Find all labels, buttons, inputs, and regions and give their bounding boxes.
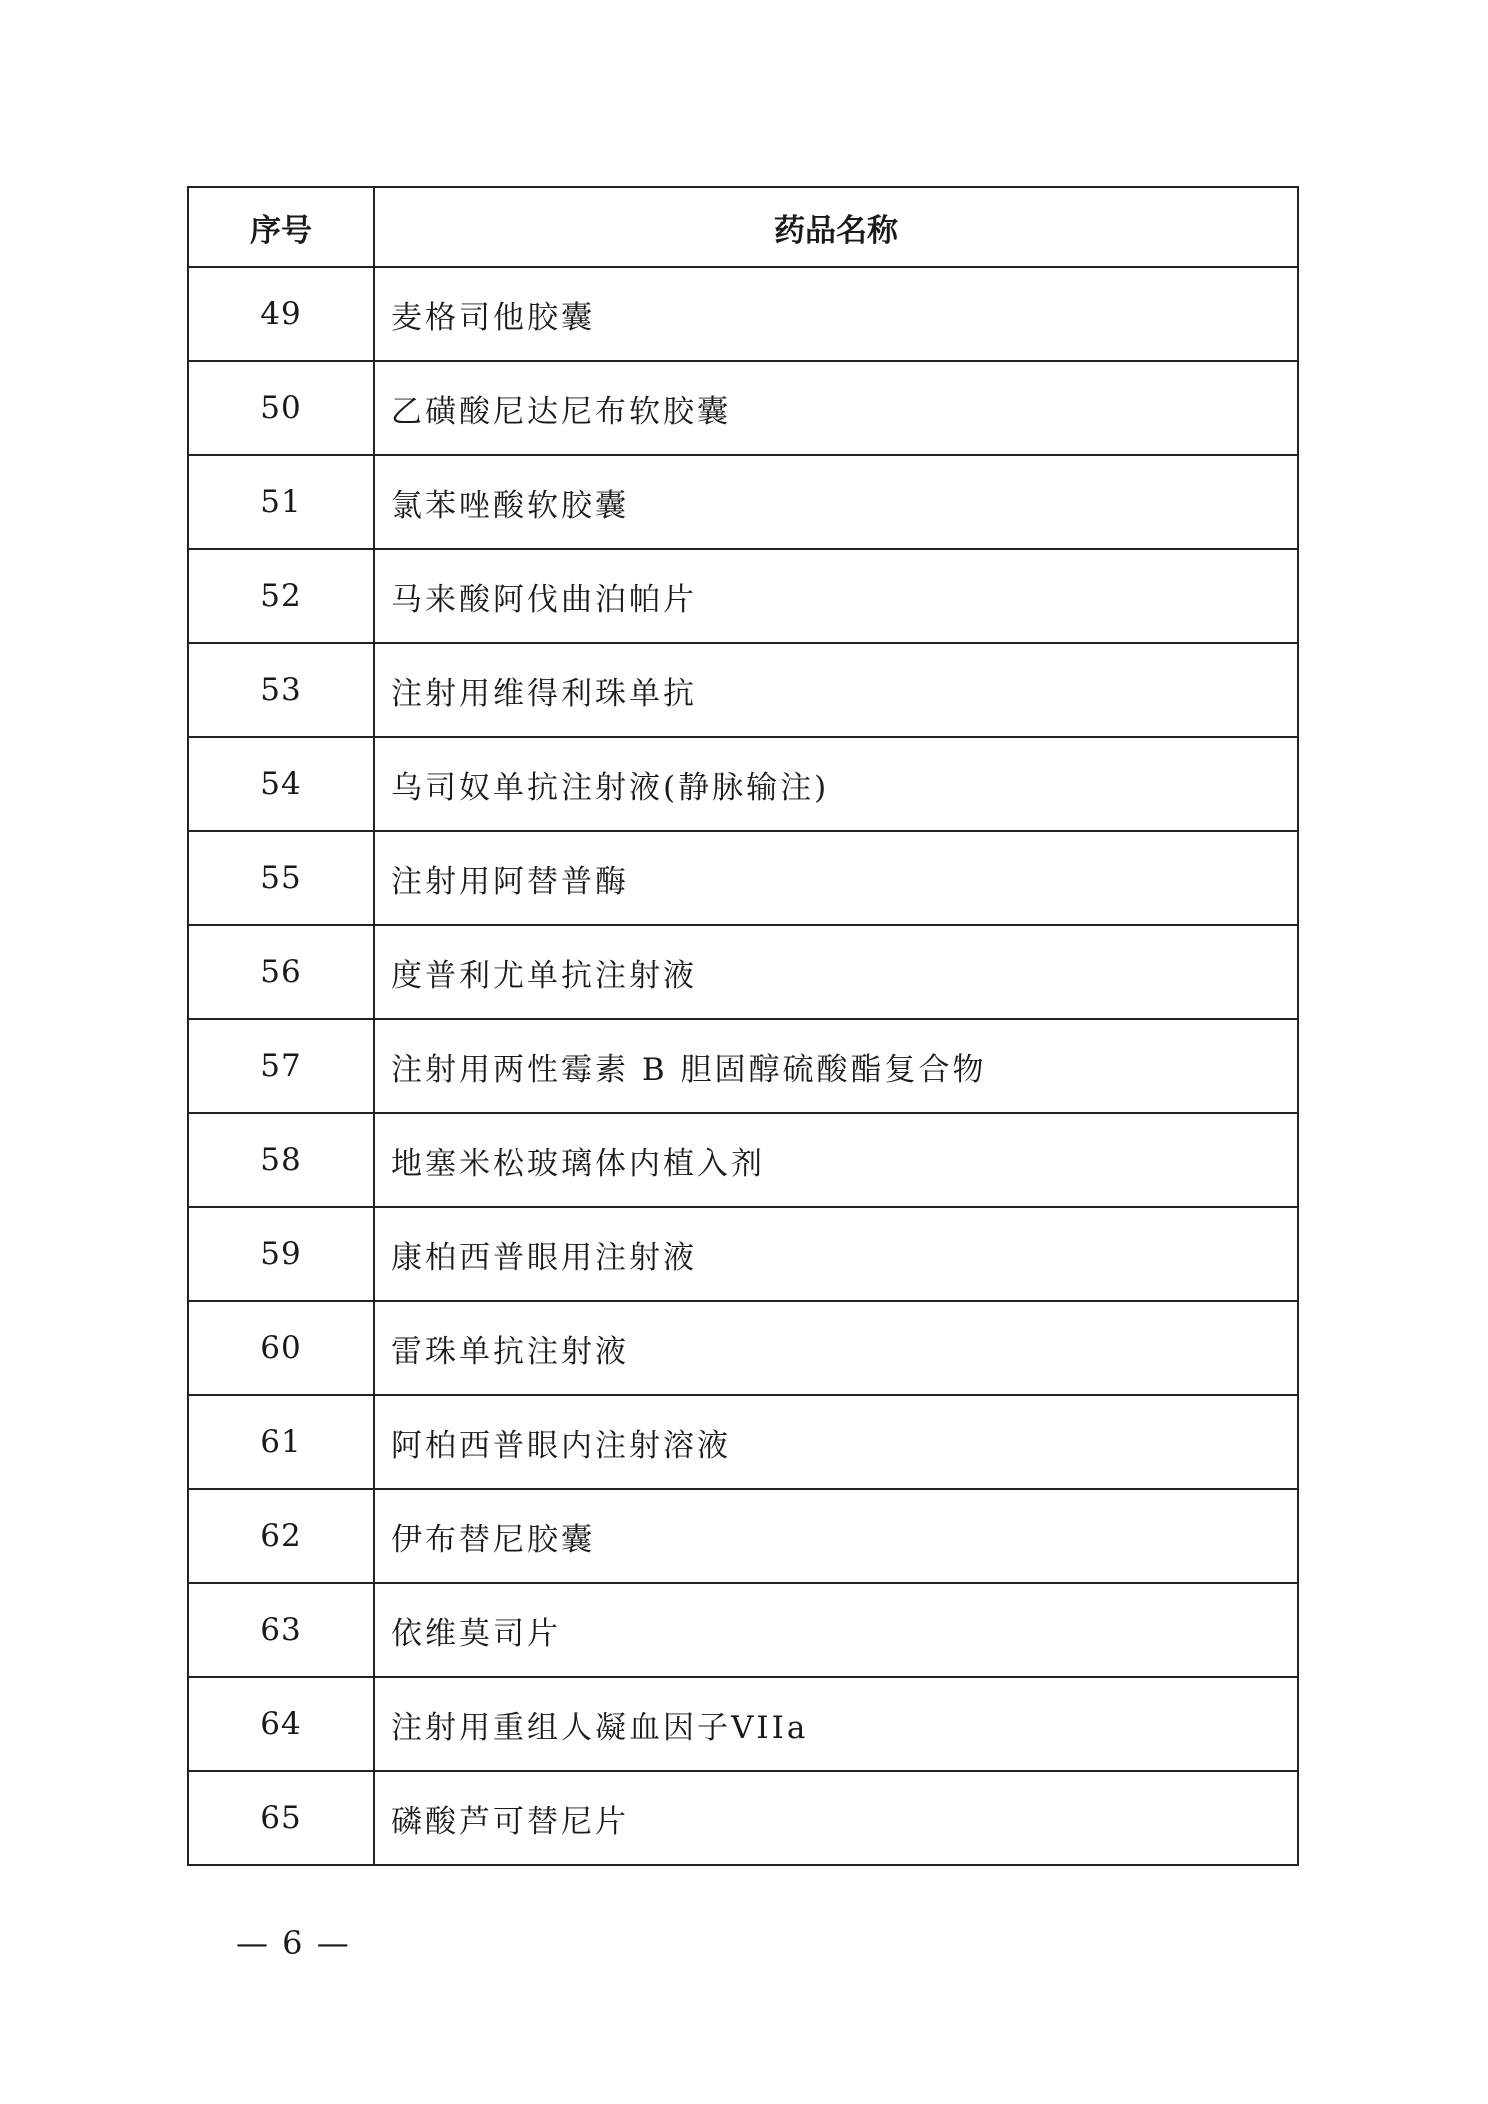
row-drug-name: 阿柏西普眼内注射溶液 — [374, 1395, 1298, 1489]
table-header-row — [188, 187, 1298, 267]
table-row — [188, 1771, 1298, 1865]
row-index: 61 — [188, 1395, 374, 1489]
row-index: 62 — [188, 1489, 374, 1583]
row-index: 58 — [188, 1113, 374, 1207]
row-drug-name: 注射用维得利珠单抗 — [374, 643, 1298, 737]
row-index: 63 — [188, 1583, 374, 1677]
row-index: 52 — [188, 549, 374, 643]
header-index: 序号 — [188, 187, 374, 267]
table-row — [188, 831, 1298, 925]
row-index: 55 — [188, 831, 374, 925]
row-drug-name: 雷珠单抗注射液 — [374, 1301, 1298, 1395]
table-row — [188, 455, 1298, 549]
table-row — [188, 549, 1298, 643]
table-row — [188, 1207, 1298, 1301]
row-drug-name: 马来酸阿伐曲泊帕片 — [374, 549, 1298, 643]
row-index: 59 — [188, 1207, 374, 1301]
row-index: 50 — [188, 361, 374, 455]
row-drug-name: 磷酸芦可替尼片 — [374, 1771, 1298, 1865]
row-index: 49 — [188, 267, 374, 361]
row-index: 60 — [188, 1301, 374, 1395]
header-drug-name: 药品名称 — [374, 187, 1298, 267]
row-drug-name: 伊布替尼胶囊 — [374, 1489, 1298, 1583]
table-row — [188, 1301, 1298, 1395]
row-drug-name: 乙磺酸尼达尼布软胶囊 — [374, 361, 1298, 455]
table-row — [188, 1489, 1298, 1583]
row-drug-name: 度普利尤单抗注射液 — [374, 925, 1298, 1019]
table-row — [188, 925, 1298, 1019]
table-row — [188, 1583, 1298, 1677]
row-index: 53 — [188, 643, 374, 737]
row-drug-name: 康柏西普眼用注射液 — [374, 1207, 1298, 1301]
row-drug-name: 氯苯唑酸软胶囊 — [374, 455, 1298, 549]
table-row — [188, 361, 1298, 455]
row-drug-name: 乌司奴单抗注射液(静脉输注) — [374, 737, 1298, 831]
row-drug-name: 注射用两性霉素 B 胆固醇硫酸酯复合物 — [374, 1019, 1298, 1113]
table-row — [188, 737, 1298, 831]
row-drug-name: 麦格司他胶囊 — [374, 267, 1298, 361]
table-row — [188, 643, 1298, 737]
drug-list-table — [187, 186, 1299, 1866]
row-drug-name: 依维莫司片 — [374, 1583, 1298, 1677]
row-drug-name: 注射用阿替普酶 — [374, 831, 1298, 925]
row-index: 65 — [188, 1771, 374, 1865]
row-index: 56 — [188, 925, 374, 1019]
table-row — [188, 1677, 1298, 1771]
row-drug-name: 注射用重组人凝血因子VIIa — [374, 1677, 1298, 1771]
row-index: 64 — [188, 1677, 374, 1771]
table-row — [188, 1113, 1298, 1207]
page-number: — 6 — — [236, 1924, 351, 1962]
table-row — [188, 267, 1298, 361]
table-row — [188, 1395, 1298, 1489]
table-row — [188, 1019, 1298, 1113]
row-drug-name: 地塞米松玻璃体内植入剂 — [374, 1113, 1298, 1207]
row-index: 51 — [188, 455, 374, 549]
row-index: 57 — [188, 1019, 374, 1113]
row-index: 54 — [188, 737, 374, 831]
